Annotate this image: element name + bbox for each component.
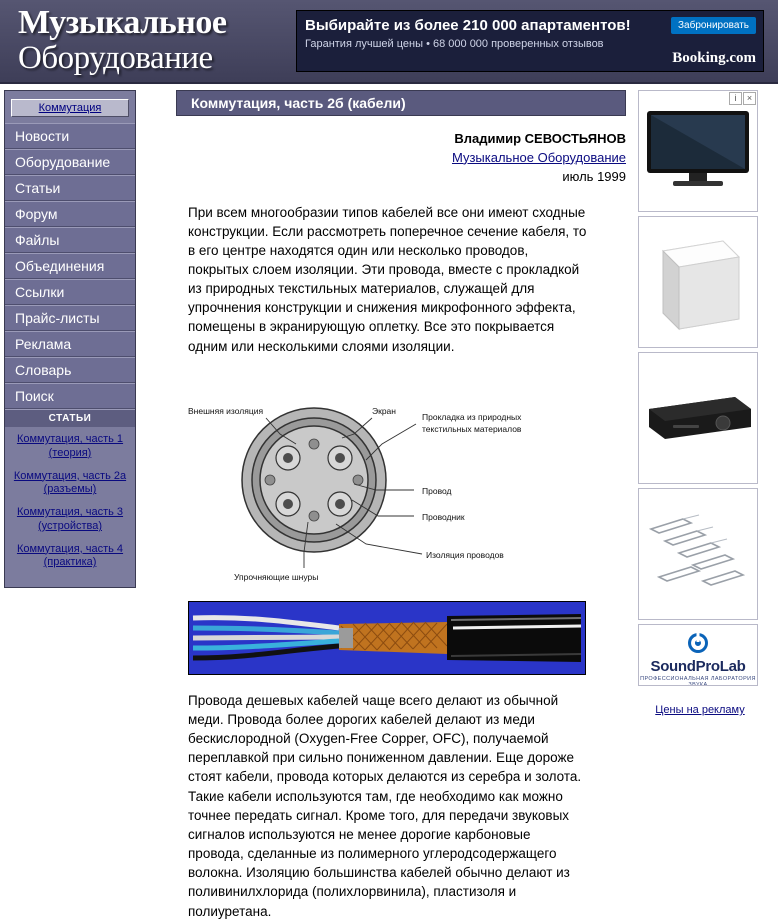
article-magazine[interactable]: Музыкальное Оборудование [451,149,626,165]
sidebar-article-part1-line1: Коммутация, часть 1 [16,433,124,445]
sidebar-item-search[interactable]: Поиск [5,383,135,409]
ad-cables-image [639,489,757,619]
diagram-label-outer-insulation: Внешняя изоляция [188,405,264,416]
soundprolab-subtitle: ПРОФЕССИОНАЛЬНАЯ ЛАБОРАТОРИЯ ЗВУКА [640,676,756,686]
sidebar-item-advertising[interactable]: Реклама [5,331,135,357]
sidebar-article-part2a-line2: (разъемы) [43,483,97,496]
page-title: Коммутация, часть 2б (кабели) [176,90,626,116]
ad-subwoofer[interactable] [638,216,758,348]
sidebar-item-pricelists[interactable]: Прайс-листы [5,305,135,331]
sidebar [4,90,136,588]
sidebar-item-dictionary[interactable]: Словарь [5,357,135,383]
sidebar-section-articles-title: СТАТЬИ [5,409,135,427]
article-paragraph-2: Провода дешевых кабелей чаще всего делают из обычной меди. Провода более дорогих кабелей делают из меди бескислородной (Oxygen-Free Copper, OFC), получаемой переплавкой при сильно пониженном давлении. Еще дороже стоят кабели, провода которых делаются из серебра и золота. Такие кабели используются там, где необходимо как можно точнее передать сигнал. Кроме того, для передачи звуковых сигналов используются не менее дорогие карбоновые провода, сделанные из полимерного углеродсодержащего волокна. Изоляцию большинства кабелей обычно делают из поливинилхлорида (полихлорвинила), пластизоля и полиуретана. [188,692,582,919]
article-byline [176,130,626,187]
diagram-label-wire-insulation: Изоляция проводов [426,549,504,560]
banner-book-button[interactable]: Забронировать [671,17,756,34]
logo-line-2: Оборудование [18,40,213,76]
sidebar-article-part4-line1: Коммутация, часть 4 [16,542,124,555]
ad-info-icon[interactable]: i [729,92,742,105]
sidebar-article-part1-line2: (теория) [48,446,92,459]
diagram-label-strength-cords: Упрочняющие шнуры [234,571,319,582]
diagram-label-textile-filler-1: Прокладка из природных [422,411,522,422]
sidebar-item-forum[interactable]: Форум [5,201,135,227]
ad-close-icon[interactable]: × [743,92,756,105]
ad-subwoofer-image [639,217,757,347]
ad-price-link[interactable]: Цены на рекламу [655,704,745,716]
sidebar-item-links[interactable]: Ссылки [5,279,135,305]
article-paragraph-1: При всем многообразии типов кабелей все они имеют сходные конструкции. Если рассмотреть поперечное сечение кабеля, то в его центре находятся один или несколько проводов, покрытых слоем изоляции. Эти провода, вместе с прокладкой из природных текстильных материалов, служащей для упрочнения конструкции и снижения микрофонного эффекта, помещены в экранирующую оплетку. Все это покрывается одним или несколькими слоями изоляции. [188,204,587,354]
diagram-label-wire: Провод [422,485,452,496]
ad-soundprolab[interactable] [638,624,758,686]
banner-brand: Booking.com [672,50,756,66]
sidebar-article-part3[interactable] [9,506,131,534]
sidebar-article-part3-line2: (устройства) [38,519,102,532]
diagram-label-conductor: Проводник [422,511,465,522]
sidebar-item-articles[interactable]: Статьи [5,175,135,201]
article-content [148,90,628,921]
site-logo[interactable] [18,6,226,75]
sidebar-article-part2a-line1: Коммутация, часть 2а [13,469,127,482]
sidebar-item-files[interactable]: Файлы [5,227,135,253]
article-date: июль 1999 [562,168,626,184]
diagram-label-textile-filler-2: текстильных материалов [422,423,522,434]
article-author: Владимир СЕВОСТЬЯНОВ [454,131,626,146]
banner-subline: Гарантия лучшей цены • 68 000 000 проверенных отзывов [305,38,604,50]
sidebar-item-news[interactable]: Новости [5,123,135,149]
ad-av-receiver[interactable] [638,352,758,484]
site-header [0,0,778,84]
top-ad-banner[interactable] [296,10,764,72]
ad-tv[interactable] [638,90,758,212]
ad-av-receiver-image [639,353,757,483]
sidebar-article-part4-line2: (практика) [43,556,97,569]
diagram-label-shield: Экран [372,405,396,416]
sidebar-item-associations[interactable]: Объединения [5,253,135,279]
sidebar-articles-list [5,427,135,587]
banner-headline: Выбирайте из более 210 000 апартаментов! [305,17,631,34]
soundprolab-name: SoundProLab [650,658,746,675]
sidebar-item-equipment[interactable]: Оборудование [5,149,135,175]
ad-column [638,90,762,716]
soundprolab-icon [685,631,711,655]
page-body [0,84,778,919]
sidebar-article-part3-line1: Коммутация, часть 3 [16,506,124,518]
sidebar-top [5,91,135,123]
sidebar-article-part2a[interactable] [9,470,131,498]
sidebar-article-part1[interactable] [9,433,131,461]
ad-cables[interactable] [638,488,758,620]
ad-tv-image [639,91,757,211]
cable-photo [188,601,586,675]
logo-line-1: Музыкальное [18,4,227,41]
cable-cross-section-diagram [176,372,606,587]
sidebar-current-section-button[interactable]: Коммутация [11,99,129,117]
ad-badge[interactable] [728,92,756,105]
sidebar-article-part4[interactable] [9,543,131,571]
